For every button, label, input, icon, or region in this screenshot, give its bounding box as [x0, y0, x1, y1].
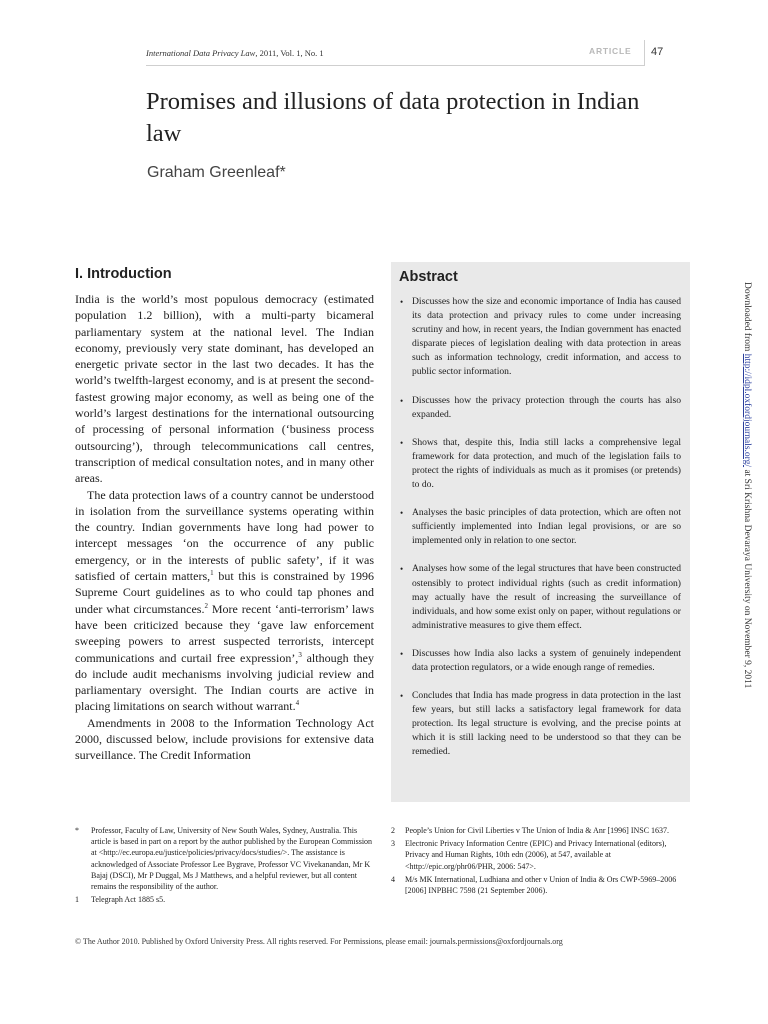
journal-link[interactable]: http://idpl.oxfordjournals.org/	[742, 353, 752, 468]
journal-name: International Data Privacy Law	[146, 48, 256, 58]
footnote-text: Professor, Faculty of Law, University of New South Wales, Sydney, Australia. This article is based in part on a report by the author published by the European Commission at <http://ec.europa.eu/justice/policies/privacy/docs/studies/>. The assistance is acknowledged of Associate Professor Lee Bygrave, Professor VC Vivekanandan, Mr K Bajaj (DSCI), Mr P Duggal, Ms J Matthews, and a helpful reviewer, but all content remains the responsibility of the author.	[91, 826, 373, 892]
abstract-item	[400, 436, 681, 492]
footnote-mark: *	[75, 826, 79, 835]
paragraph-2-part-c: More recent ‘anti-terrorism’ laws have been criticized because they ‘gave law enforcement sweeping powers to arrest suspected terrorists, intercept communications and curtail free expression’,	[75, 601, 374, 665]
copyright-notice: © The Author 2010. Published by Oxford University Press. All rights reserved. For Permissions, please email: journals.permissions@oxfordjournals.org	[75, 937, 563, 946]
section-heading: I. Introduction	[75, 266, 172, 282]
abstract-item-text: Discusses how the privacy protection through the courts has also expanded.	[412, 394, 681, 420]
footnote-text: Electronic Privacy Information Centre (EPIC) and Privacy International (editors), Privacy and Human Rights, 10th edn (2006), at 547, available at <http://epic.org/phr06/PHR, 2006: 547>.	[405, 839, 667, 871]
article-tag: ARTICLE	[589, 46, 632, 56]
footnote-mark: 4	[391, 874, 395, 884]
bullet-icon: •	[400, 437, 404, 448]
abstract-item	[400, 562, 681, 632]
footnote-text: M/s MK International, Ludhiana and other v Union of India & Ors CWP-5969–2006 [2006] INPBHC 7598 (21 September 2006).	[405, 874, 677, 896]
footnote	[75, 825, 375, 892]
paragraph-2-part-d: although they do include audit mechanisms involving judicial review and parliamentary oversight. The Indian courts are active in placing limitations on search without warrant.	[75, 650, 374, 714]
bullet-icon: •	[400, 297, 404, 307]
footnote	[391, 838, 691, 872]
footnote-mark: 2	[391, 826, 395, 835]
footnotes-left	[75, 825, 375, 907]
abstract-item-text: Analyses how some of the legal structures that have been constructed ostensibly to protect individual rights (such as credit information) may actually have the result of increasing the surveillance of individuals, and how some exist only on paper, without regulations or administrative measures to give them effect.	[412, 563, 681, 631]
bullet-icon: •	[400, 564, 404, 575]
abstract-item	[400, 647, 681, 675]
footnote-ref-4[interactable]: 4	[295, 699, 300, 708]
download-note-prefix: Downloaded from	[742, 282, 752, 354]
abstract-heading: Abstract	[399, 269, 458, 285]
volume-info: , 2011, Vol. 1, No. 1	[255, 48, 324, 58]
abstract-box	[391, 262, 690, 802]
bullet-icon: •	[400, 691, 404, 702]
footnote-ref-2[interactable]: 2	[204, 601, 208, 610]
paragraph-2-part-a: The data protection laws of a country cannot be understood in isolation from the surveillance systems operating within the country. Indian governments have long had power to intercept messages ‘on the occurrence of any public emergency, or in the interests of public safety’, if it was satisfied of certain matters,	[75, 487, 374, 584]
bullet-icon: •	[400, 395, 404, 406]
footnote-mark: 1	[75, 895, 79, 905]
abstract-item	[400, 295, 681, 380]
footnote-text: People’s Union for Civil Liberties v The Union of India & Anr [1996] INSC 1637.	[405, 826, 670, 835]
abstract-item	[400, 394, 681, 422]
footnote-ref-1[interactable]: 1	[210, 569, 214, 578]
abstract-item	[400, 506, 681, 548]
header-divider-vertical	[644, 40, 645, 66]
header-rule	[146, 65, 645, 66]
footnote	[391, 825, 691, 836]
paragraph-2-part-b: but this is constrained by 1996 Supreme Court guidelines as to who could tap phones and under what circumstances.	[75, 569, 374, 616]
abstract-item-text: Discusses how India also lacks a system of genuinely independent data protection regulators, or a wide enough range of remedies.	[412, 647, 681, 673]
footnote-mark: 3	[391, 839, 395, 849]
abstract-item-text: Analyses the basic principles of data protection, which are often not sufficiently implemented into Indian legal provisions, or are so implemented only in relation to one sector.	[412, 507, 681, 547]
bullet-icon: •	[400, 508, 404, 519]
article-title: Promises and illusions of data protection in Indian law	[146, 88, 640, 147]
footnote	[391, 874, 691, 896]
download-note-suffix: at Sri Krishna Devaraya University on November 9, 2011	[742, 467, 752, 689]
bullet-icon: •	[400, 648, 404, 659]
footnotes-right	[391, 825, 691, 898]
footnote-text: Telegraph Act 1885 s5.	[91, 895, 166, 905]
abstract-item-text: Discusses how the size and economic importance of India has caused its data protection and privacy rules to come under increasing scrutiny and how, in recent years, the Indian government has enacted disparate pieces of legislation dealing with data protection in areas such as information technology, credit information, and access to public sector information.	[412, 296, 681, 378]
abstract-list	[400, 295, 681, 774]
paragraph-2	[75, 487, 374, 715]
abstract-item-text: Concludes that India has made progress in data protection in the last few years, but still lacks a satisfactory legal framework for data protection. Its legal structure is evolving, and the precise points at which it is still lacking need to be understood so that they can be remedied.	[412, 690, 681, 758]
page-number: 47	[651, 46, 664, 58]
running-header	[146, 48, 324, 58]
download-note	[742, 282, 752, 688]
abstract-item	[400, 689, 681, 759]
paragraph-3: Amendments in 2008 to the Information Technology Act 2000, discussed below, include provisions for extensive data surveillance. The Credit Information	[75, 715, 374, 763]
author-name: Graham Greenleaf*	[147, 164, 286, 181]
paragraph-1: India is the world’s most populous democracy (estimated population 1.2 billion), with a multi-party bicameral parliamentary system at the national level. The Indian economy, previously very state dominant, has developed an energetic private sector in the last two decades. It has the world’s twelfth-largest economy, and is at present the second-fastest growing major economy, as well as being one of the world’s largest destinations for the international outsourcing of processing of personal information (‘business process outsourcing’), through telecommunications call centres, transcription of medical consultation notes, and in many other areas.	[75, 292, 374, 486]
body-text	[75, 291, 374, 764]
footnote	[75, 894, 375, 905]
abstract-item-text: Shows that, despite this, India still lacks a comprehensive legal framework for data protection, and much of the legislation fails to protect the rights of individuals as much as it promises (or pretends) to do.	[412, 436, 681, 491]
footnote-ref-3[interactable]: 3	[298, 650, 302, 659]
